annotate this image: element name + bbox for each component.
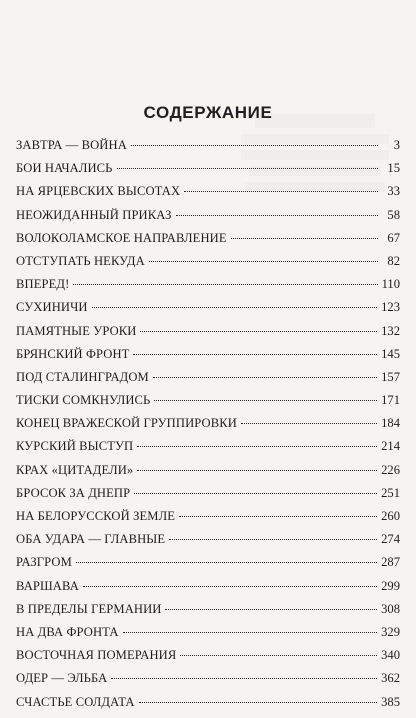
toc-entry-title: В ПРЕДЕЛЫ ГЕРМАНИИ [16,601,162,616]
toc-entry-page-number: 308 [381,601,400,616]
toc-entry-page-number: 329 [381,624,400,639]
toc-dot-leader [140,331,377,332]
toc-dot-leader [154,400,377,401]
toc-entry-title: КРАХ «ЦИТАДЕЛИ» [16,462,134,477]
toc-dot-leader [134,493,377,494]
page-title: СОДЕРЖАНИЕ [143,103,273,122]
toc-dot-leader [165,609,377,610]
toc-dot-leader [83,586,377,587]
toc-entry [16,625,400,648]
toc-entry [16,347,400,370]
toc-entry-page-number: 157 [381,369,400,384]
toc-entry-title: НА БЕЛОРУССКОЙ ЗЕМЛЕ [16,509,175,523]
toc-entry-title: КОНЕЦ ВРАЖЕСКОЙ ГРУППИРОВКИ [16,416,237,431]
toc-dot-leader [123,632,378,633]
toc-entry-title: ЗАВТРА — ВОЙНА [16,138,127,152]
toc-entry-page-number: 340 [381,648,400,663]
toc-entry-page-number: 385 [381,694,400,709]
toc-entry [16,370,400,393]
toc-dot-leader [180,655,377,656]
toc-entry [16,231,400,254]
toc-entry-title: РАЗГРОМ [16,555,72,570]
toc-entry-title: ПОД СТАЛИНГРАДОМ [16,369,149,384]
toc-entry [16,208,400,231]
toc-entry-page-number: 123 [381,300,400,315]
toc-dot-leader [179,516,377,517]
toc-entry [16,184,400,207]
toc-entry [16,532,400,555]
toc-dot-leader [184,191,378,192]
toc-entry-title: БРЯНСКИЙ ФРОНТ [16,346,130,361]
toc-dot-leader [73,284,377,285]
toc-entry [16,138,400,161]
toc-entry-page-number: 145 [381,346,400,361]
toc-entry-title: КУРСКИЙ ВЫСТУП [16,439,134,454]
toc-entry-title: БРОСОК ЗА ДНЕПР [16,485,131,500]
toc-entry [16,602,400,625]
toc-entry-page-number: 287 [381,555,400,570]
toc-dot-leader [137,446,377,447]
toc-dot-leader [76,562,377,563]
toc-entry [16,324,400,347]
toc-entry-page-number: 58 [387,207,400,222]
toc-entry [16,486,400,509]
toc-entry [16,555,400,578]
toc-entry-title: СЧАСТЬЕ СОЛДАТА [16,694,135,709]
toc-entry-page-number: 82 [387,253,400,268]
toc-dot-leader [137,470,377,471]
toc-entry [16,277,400,300]
toc-entry-title: ОТСТУПАТЬ НЕКУДА [16,253,145,268]
toc-dot-leader [92,307,378,308]
toc-entry-page-number: 110 [381,277,400,292]
toc-entry-title: БОИ НАЧАЛИСЬ [16,161,113,176]
toc-entry [16,439,400,462]
toc-entry [16,161,400,184]
toc-entry [16,416,400,439]
toc-entry-title: ОДЕР — ЭЛЬБА [16,671,108,686]
toc-entry-page-number: 67 [387,230,400,245]
toc-dot-leader [131,145,378,146]
toc-entry-page-number: 33 [387,184,400,199]
toc-entry [16,671,400,694]
toc-entry [16,695,400,718]
toc-dot-leader [111,678,377,679]
toc-dot-leader [117,168,378,169]
toc-dot-leader [169,539,377,540]
toc-entry-title: НА ЯРЦЕВСКИХ ВЫСОТАХ [16,184,181,199]
toc-entry-page-number: 251 [381,485,400,500]
toc-entry-page-number: 15 [387,161,400,176]
toc-dot-leader [231,238,378,239]
toc-entry [16,648,400,671]
toc-entry [16,300,400,323]
toc-entry-page-number: 299 [381,578,400,593]
toc-entry-title: ВОСТОЧНАЯ ПОМЕРАНИЯ [16,648,177,663]
toc-entry [16,393,400,416]
toc-entry-page-number: 260 [381,509,400,523]
toc-entry-title: СУХИНИЧИ [16,300,88,315]
toc-entry-title: ВПЕРЕД! [16,277,70,292]
toc-entry [16,509,400,532]
toc-entry [16,463,400,486]
toc-dot-leader [149,261,378,262]
toc-dot-leader [153,377,377,378]
toc-dot-leader [176,215,378,216]
toc-dot-leader [241,423,377,424]
toc-entry-page-number: 214 [381,439,400,454]
toc-entry-page-number: 171 [381,393,400,408]
toc-entry-title: НЕОЖИДАННЫЙ ПРИКАЗ [16,207,172,222]
toc-entry-page-number: 226 [381,462,400,477]
toc-entry-title: ТИСКИ СОМКНУЛИСЬ [16,393,151,408]
toc-entry-title: НА ДВА ФРОНТА [16,624,119,639]
toc-dot-leader [139,702,378,703]
toc-entry-page-number: 132 [381,323,400,338]
toc-entry [16,579,400,602]
toc-entry-title: ОБА УДАРА — ГЛАВНЫЕ [16,532,166,547]
table-of-contents [16,138,400,718]
toc-dot-leader [133,354,377,355]
toc-entry-page-number: 3 [393,138,400,152]
toc-entry-title: ПАМЯТНЫЕ УРОКИ [16,323,137,338]
toc-entry-title: ВОЛОКОЛАМСКОЕ НАПРАВЛЕНИЕ [16,230,227,245]
toc-entry-page-number: 274 [381,532,400,547]
toc-entry-page-number: 362 [381,671,400,686]
toc-entry-title: ВАРШАВА [16,578,79,593]
toc-entry-page-number: 184 [381,416,400,431]
toc-entry [16,254,400,277]
